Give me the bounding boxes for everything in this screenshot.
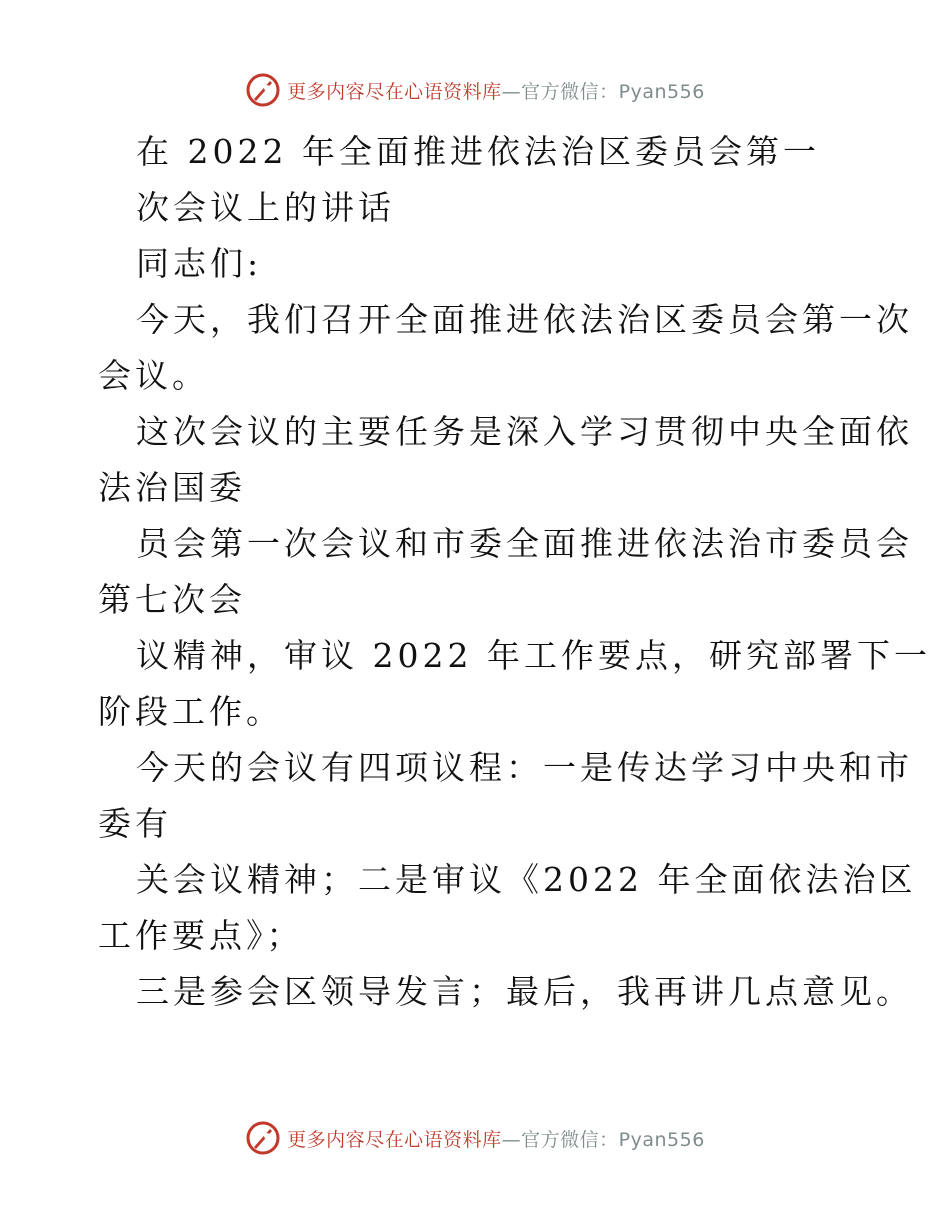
text-line: 这次会议的主要任务是深入学习贯彻中央全面依 (136, 412, 913, 451)
document-body (98, 124, 931, 1020)
text-line: 三是参会区领导发言；最后，我再讲几点意见。 (136, 972, 913, 1011)
watermark-text (287, 77, 705, 104)
text-line: 阶段工作。 (98, 692, 283, 731)
text-line: 次会议上的讲话 (136, 188, 395, 227)
text-line: 工作要点》； (98, 916, 304, 955)
footer-watermark (0, 1118, 950, 1158)
text-line: 今天，我们召开全面推进依法治区委员会第一次 (136, 300, 913, 339)
text-line: 同志们: (136, 244, 263, 283)
text-line: 委有 (98, 804, 172, 843)
watermark-text-red: 更多内容尽在心语资料库 (287, 1128, 502, 1151)
text-line: 会议。 (98, 356, 209, 395)
text-line: 员会第一次会议和市委全面推进依法治市委员会 (136, 524, 913, 563)
header-watermark (0, 70, 950, 110)
text-line: 在 2022 年全面推进依法治区委员会第一 (136, 132, 820, 171)
text-line: 法治国委 (98, 468, 246, 507)
text-line: 第七次会 (98, 580, 246, 619)
text-line: 关会议精神；二是审议《2022 年全面依法治区 (136, 860, 917, 899)
quill-logo-icon (245, 1120, 281, 1156)
watermark-text-red: 更多内容尽在心语资料库 (287, 80, 502, 103)
watermark-text (287, 1125, 705, 1152)
watermark-text-gray: —官方微信：Pyan556 (501, 1128, 705, 1151)
text-line: 今天的会议有四项议程：一是传达学习中央和市 (136, 748, 913, 787)
watermark-text-gray: —官方微信：Pyan556 (501, 80, 705, 103)
quill-logo-icon (245, 72, 281, 108)
text-line: 议精神，审议 2022 年工作要点，研究部署下一 (136, 636, 931, 675)
